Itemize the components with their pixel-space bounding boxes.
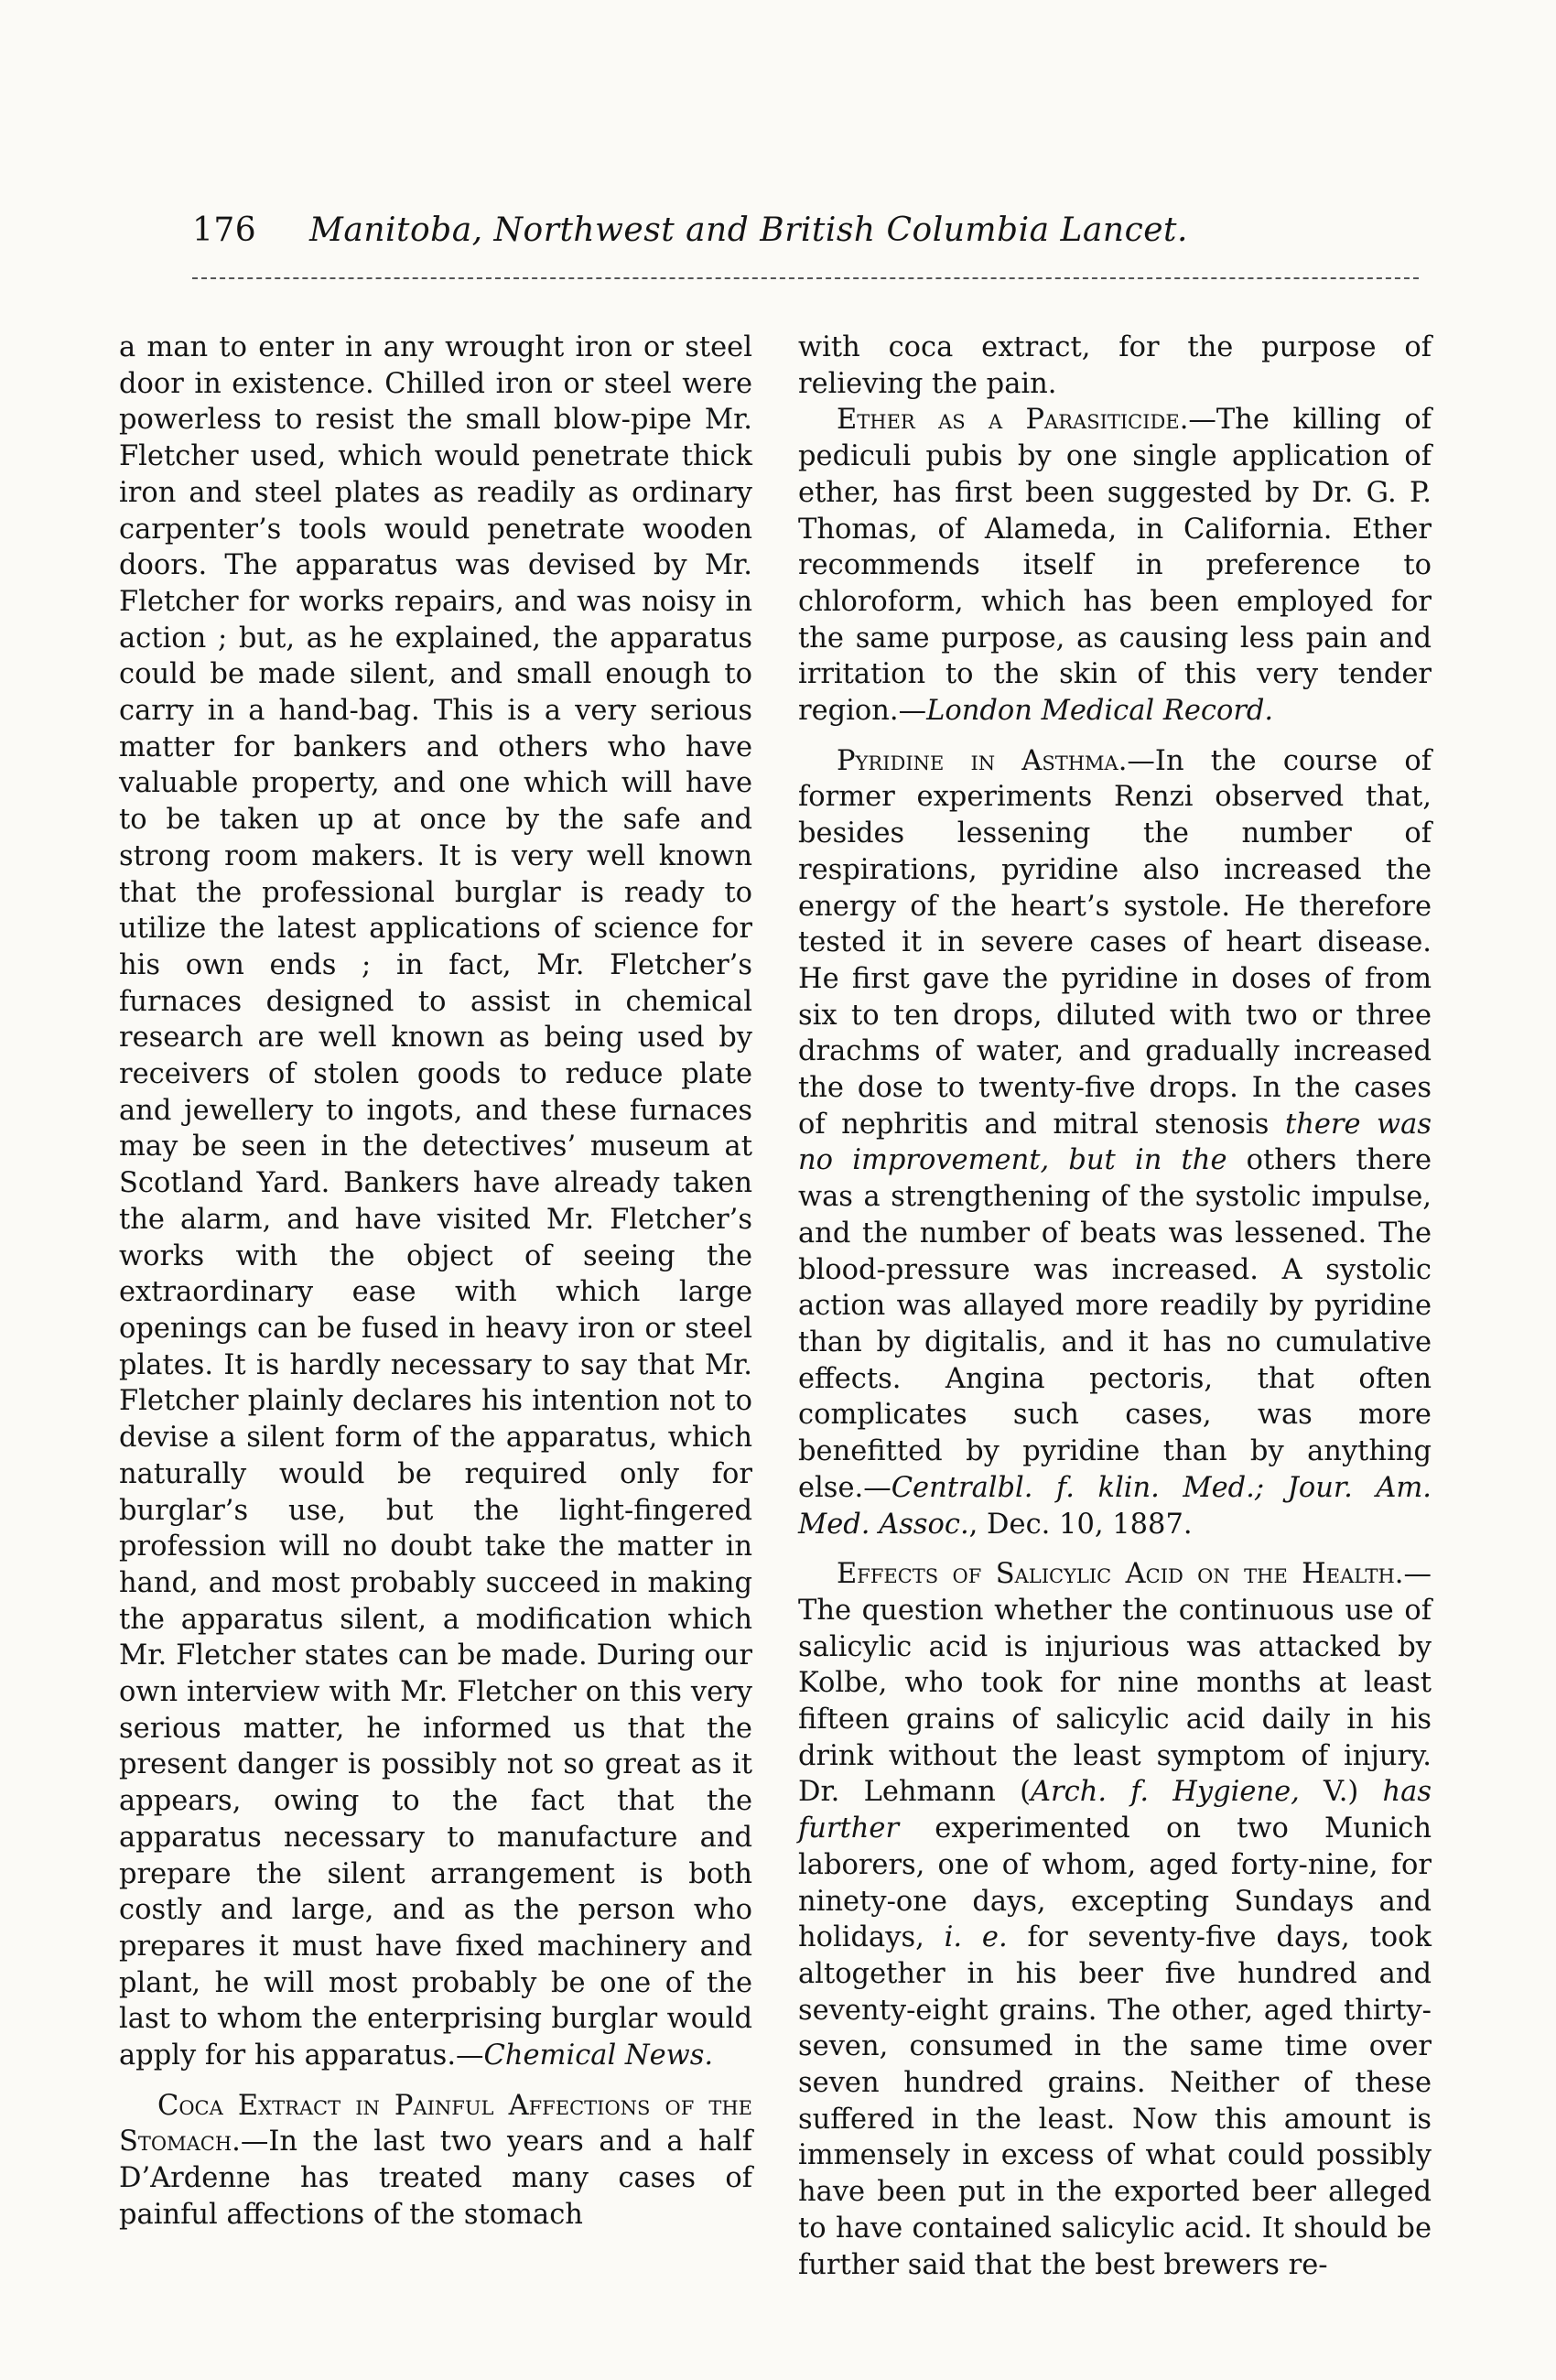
ether-article-title: Ether as a Parasiticide. — [837, 404, 1189, 437]
salicylic-article-paragraph: Effects of Salicylic Acid on the Health.—The question whether the continuous use of salicylic acid is injurious was attacked by Kolbe, who took for nine months at least fifteen grains of salicylic acid daily in his drink without the least symptom of injury. Dr. Lehmann (Arch. f. Hygiene, V.) has further experimented on two Munich laborers, one of whom, aged forty-nine, for ninety-one days, excepting Sundays and holidays, i. e. for seventy-five days, took altogether in his beer five hundred and seventy-eight grains. The other, aged thirty-seven, consumed in the same time over seven hundred grains. Neither of these suffered in the least. Now this amount is immensely in excess of what could possibly have been put in the exported beer alleged to have contained salicylic acid. It should be further said that the best brewers re- — [798, 1558, 1432, 2281]
coca-article-paragraph: Coca Extract in Painful Affections of the Stomach.—In the last two years and a half D’Ardenne has treated many cases of painful affections of the stomach — [119, 2089, 752, 2231]
chemical-news-source: Chemical News. — [483, 2039, 714, 2072]
header-rule — [192, 277, 1419, 279]
salicylic-article-title: Effects of Salicylic Acid on the Health. — [837, 1558, 1404, 1591]
page-number: 176 — [192, 211, 257, 249]
left-column — [119, 330, 752, 2234]
coca-article-title: Coca Extract in Painful Affections of the Stomach. — [119, 2089, 752, 2158]
pyridine-article-title: Pyridine in Asthma. — [837, 744, 1128, 777]
ether-article-paragraph: Ether as a Parasiticide.—The killing of pediculi pubis by one single application of ether, has first been suggested by Dr. G. P. Thomas, of Alameda, in California. Ether recommends itself in preference to chloroform, which has been employed for the same purpose, as causing less pain and irritation to the skin of this very tender region.—London Medical Record. — [798, 404, 1432, 728]
pyridine-article-paragraph: Pyridine in Asthma.—In the course of former experiments Renzi observed that, besides lessening the number of respirations, pyridine also increased the energy of the heart’s systole. He therefore tested it in severe cases of heart disease. He first gave the pyridine in doses of from six to ten drops, diluted with two or three drachms of water, and gradually increased the dose to twenty-five drops. In the cases of nephritis and mitral stenosis there was no improvement, but in the others there was a strengthening of the systolic impulse, and the number of beats was lessened. The blood-pressure was increased. A systolic action was allayed more readily by pyridine than by digitalis, and it has no cumulative effects. Angina pectoris, that often complicates such cases, was more benefitted by pyridine than by anything else.—Centralbl. f. klin. Med.; Jour. Am. Med. Assoc., Dec. 10, 1887. — [798, 744, 1432, 1541]
coca-article-continued: with coca extract, for the purpose of relieving the pain. — [798, 331, 1432, 400]
journal-title: Manitoba, Northwest and British Columbia Lancet. — [309, 211, 1188, 249]
hygiene-citation: Arch. f. Hygiene, — [1031, 1776, 1300, 1809]
right-column — [798, 330, 1432, 2283]
london-medical-record-source: London Medical Record. — [926, 695, 1274, 728]
fletcher-article-paragraph: a man to enter in any wrought iron or steel door in existence. Chilled iron or steel were powerless to resist the small blow-pipe Mr. Fletcher used, which would penetrate thick iron and steel plates as readily as ordinary carpenter’s tools would penetrate wooden doors. The apparatus was devised by Mr. Fletcher for works repairs, and was noisy in action ; but, as he explained, the apparatus could be made silent, and small enough to carry in a hand-bag. This is a very serious matter for bankers and others who have valuable property, and one which will have to be taken up at once by the safe and strong room makers. It is very well known that the professional burglar is ready to utilize the latest applications of science for his own ends ; in fact, Mr. Fletcher’s furnaces designed to assist in chemical research are well known as being used by receivers of stolen goods to reduce plate and jewellery to ingots, and these furnaces may be seen in the detectives’ museum at Scotland Yard. Bankers have already taken the alarm, and have visited Mr. Fletcher’s works with the object of seeing the extraordinary ease with which large openings can be fused in heavy iron or steel plates. It is hardly necessary to say that Mr. Fletcher plainly declares his intention not to devise a silent form of the apparatus, which naturally would be required only for burglar’s use, but the light-fingered profession will no doubt take the matter in hand, and most probably succeed in making the apparatus silent, a modification which Mr. Fletcher states can be made. During our own interview with Mr. Fletcher on this very serious matter, he informed us that the present danger is possibly not so great as it appears, owing to the fact that the apparatus necessary to manufacture and prepare the silent arrangement is both costly and large, and as the person who prepares it must have fixed machinery and plant, he will most probably be one of the last to whom the enterprising burglar would apply for his apparatus.—Chemical News. — [119, 331, 752, 2072]
centralbl-source: Centralbl. f. klin. Med.; Jour. Am. Med. Assoc. — [798, 1471, 1432, 1541]
